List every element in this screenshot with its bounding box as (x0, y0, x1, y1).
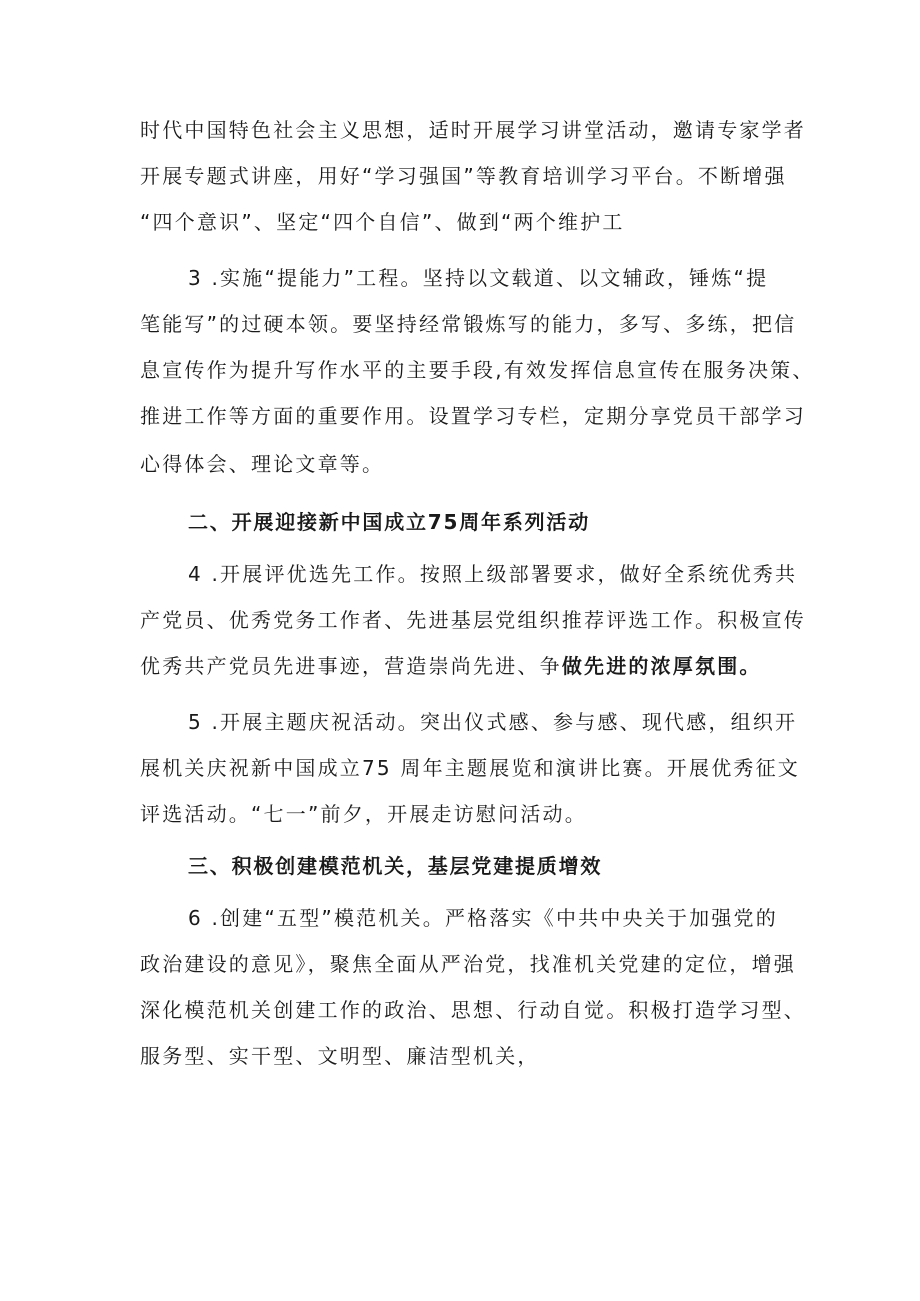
paragraph-line: 开展专题式讲座，用好“学习强国”等教育培训学习平台。不断增强 (140, 164, 787, 188)
paragraph-line: 3 .实施“提能力”工程。坚持以文载道、以文辅政，锤炼“提 (188, 266, 769, 290)
paragraph-line: 展机关庆祝新中国成立75 周年主题展览和演讲比赛。开展优秀征文 (140, 756, 801, 780)
paragraph-line: 深化模范机关创建工作的政治、思想、行动自觉。积极打造学习型、 (140, 998, 806, 1022)
section-heading: 二、开展迎接新中国成立75周年系列活动 (188, 510, 591, 534)
paragraph-line: 时代中国特色社会主义思想，适时开展学习讲堂活动，邀请专家学者 (140, 118, 806, 142)
paragraph-line: 6 .创建“五型”模范机关。严格落实《中共中央关于加强党的 (188, 906, 778, 930)
paragraph-line: 推进工作等方面的重要作用。设置学习专栏，定期分享党员干部学习 (140, 404, 806, 428)
paragraph-line: 心得体会、理论文章等。 (140, 452, 385, 476)
paragraph-line: 4 .开展评优选先工作。按照上级部署要求，做好全系统优秀共 (188, 562, 798, 586)
paragraph-line: 笔能写”的过硬本领。要坚持经常锻炼写的能力，多写、多练，把信 (140, 312, 797, 336)
paragraph-line (140, 654, 762, 678)
paragraph-line: 产党员、优秀党务工作者、先进基层党组织推荐评选工作。积极宣传 (140, 608, 806, 632)
paragraph-line: 服务型、实干型、文明型、廉洁型机关， (140, 1044, 540, 1068)
paragraph-line: 评选活动。“七一”前夕，开展走访慰问活动。 (140, 802, 587, 826)
paragraph-line: 5 .开展主题庆祝活动。突出仪式感、参与感、现代感，组织开 (188, 710, 798, 734)
paragraph-text: 优秀共产党员先进事迹，营造崇尚先进、争 (140, 654, 562, 678)
paragraph-line: 息宣传作为提升写作水平的主要手段,有效发挥信息宣传在服务决策、 (140, 358, 815, 382)
emphasized-text: 做先进的浓厚氛围。 (561, 654, 762, 678)
paragraph-line: “四个意识”、坚定“四个自信”、做到“两个维护工 (140, 210, 625, 234)
section-heading: 三、积极创建模范机关，基层党建提质增效 (188, 854, 603, 878)
paragraph-line: 政治建设的意见》，聚焦全面从严治党，找准机关党建的定位，增强 (140, 952, 796, 976)
